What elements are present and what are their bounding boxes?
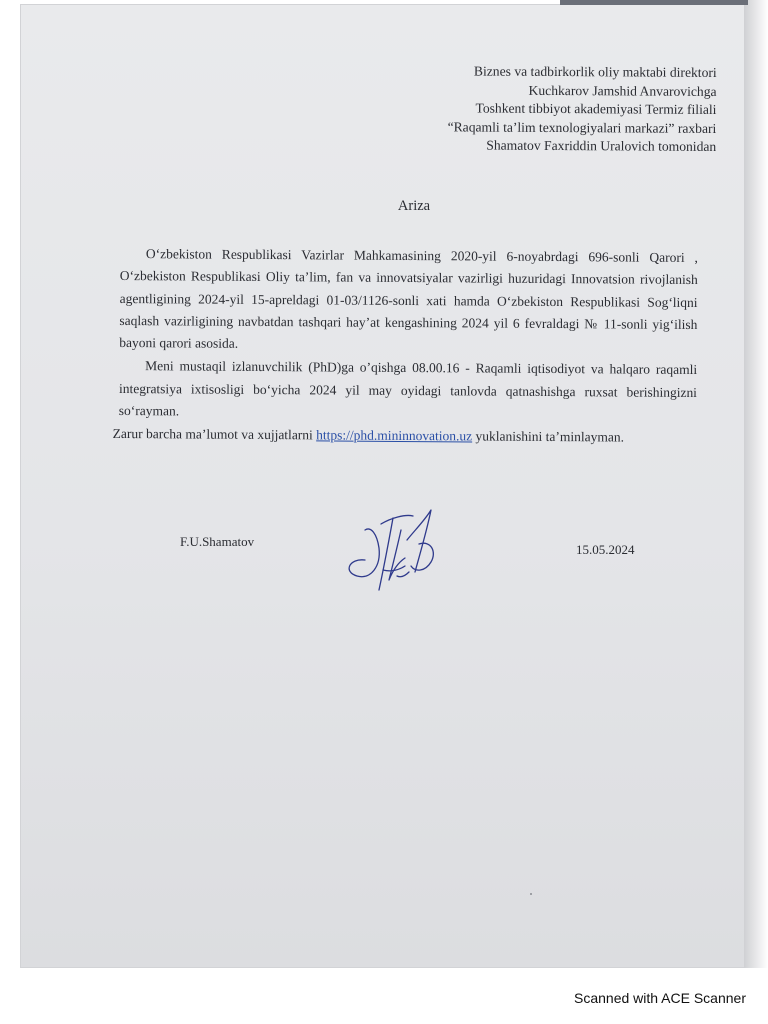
paragraph-documents — [113, 423, 697, 449]
scanner-watermark: Scanned with ACE Scanner — [574, 990, 746, 1006]
addressee-block — [448, 62, 717, 157]
portal-link[interactable]: https://phd.mininnovation.uz — [316, 427, 473, 444]
document-title: Ariza — [397, 198, 431, 214]
addressee-line: Biznes va tadbirkorlik oliy maktabi direktori — [474, 63, 717, 80]
handwritten-signature — [335, 500, 445, 600]
paragraph-documents-text: Zarur barcha ma’lumot va xujjatlarni — [112, 426, 317, 443]
application-body — [112, 243, 698, 450]
background-strip — [560, 0, 748, 5]
signer-name: F.U.Shamatov — [180, 534, 255, 549]
document-date: 15.05.2024 — [576, 542, 635, 557]
scan-speck — [530, 893, 532, 895]
page-edge-shadow — [744, 0, 768, 968]
paragraph-request: Meni mustaqil izlanuvchilik (PhD)ga o’qishga 08.00.16 - Raqamli iqtisodiyot va halqaro raqamli integratsiya ixtisosligi bo‘yicha 2024 yil may oyidagi tanlovda qatnashishga ruxsat berishingizni so‘rayman. — [118, 358, 698, 419]
addressee-line: Kuchkarov Jamshid Anvarovichga — [528, 82, 717, 99]
addressee-line: Toshkent tibbiyot akademiyasi Termiz filiali — [475, 100, 717, 118]
paragraph-basis: O‘zbekiston Respublikasi Vazirlar Mahkamasining 2020-yil 6-noyabrdagi 696-sonli Qarori , O‘zbekiston Respublikasi Oliy ta’lim, fan va innovatsiyalar vazirligi huzuridagi Innovatsion rivojlanish agentligining 2024-yil 15-apreldagi 01-03/1126-sonli xati hamda O‘zbekiston Respublikasi Sog‘liqni saqlash vazirligining navbatdan tashqari hay’at kengashining 2024 yil 6 fevraldagi № 11-sonli yig‘ilish bayoni qarori asosida. — [119, 246, 698, 352]
addressee-line: Shamatov Faxriddin Uralovich tomonidan — [486, 137, 717, 155]
paragraph-documents-ending: yuklanishini ta’minlayman. — [472, 428, 625, 445]
addressee-line: “Raqamli ta’lim texnologiyalari markazi” raxbari — [447, 119, 717, 136]
